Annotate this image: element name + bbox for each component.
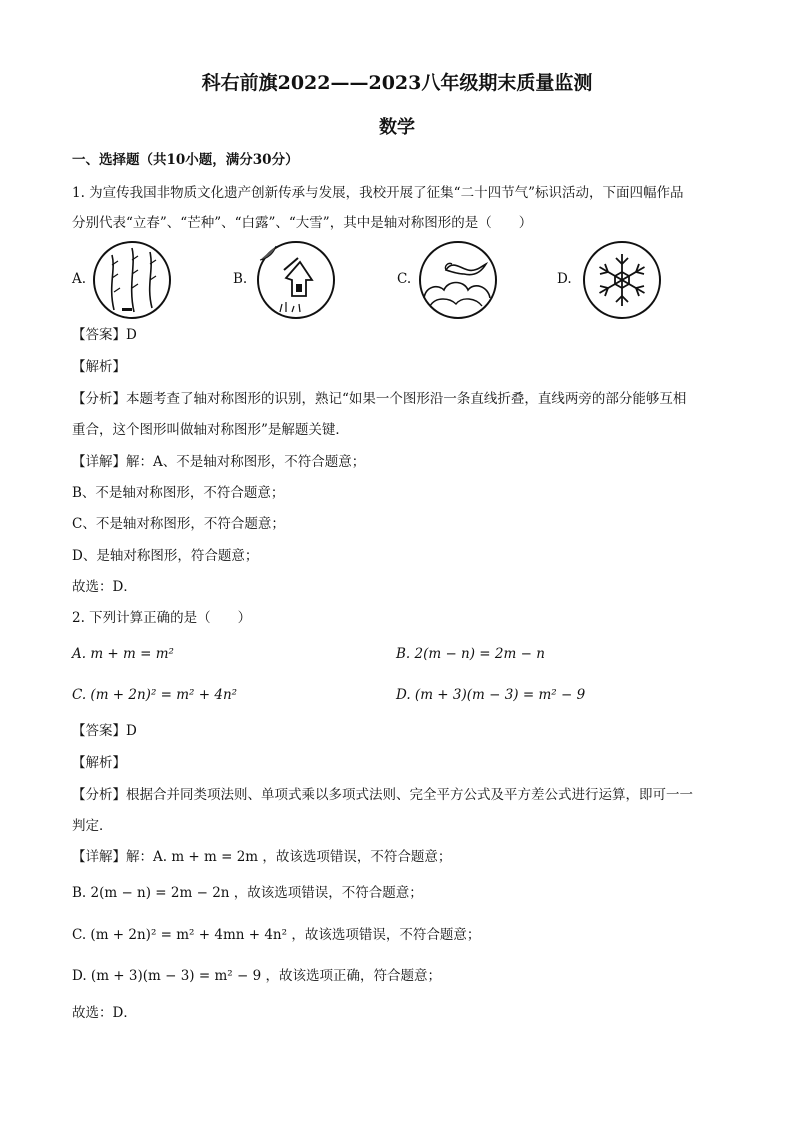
q2-choice: 故选：D． <box>72 1005 137 1021</box>
q1-stem-line1: 1. 为宣传我国非物质文化遗产创新传承与发展，我校开展了征集“二十四节气”标识活动，下面四幅作品 <box>72 185 684 201</box>
q2-option-c: C. (m + 2n)² = m² + 4n² <box>72 687 238 703</box>
q1-detail-line3: C、不是轴对称图形，不符合题意； <box>72 516 285 532</box>
q1-option-b-label: B. <box>233 271 248 287</box>
q1-detail-line2: B、不是轴对称图形，不符合题意； <box>72 485 285 501</box>
q1-choice: 故选：D． <box>72 579 137 595</box>
q2-detail-line2: B. 2(m − n) = 2m − 2n ，故该选项错误，不符合题意； <box>72 885 423 901</box>
spring-grass-icon <box>90 240 174 320</box>
q2-detail-line1: 【详解】解：A. m + m = 2m ，故该选项错误，不符合题意； <box>72 849 452 865</box>
snowflake-icon <box>580 240 664 320</box>
q2-analysis-heading: 【解析】 <box>72 755 126 771</box>
q1-answer: 【答案】D <box>72 327 137 343</box>
q1-analysis-heading: 【解析】 <box>72 359 126 375</box>
q1-option-d-label: D. <box>557 271 572 287</box>
q1-option-a-label: A. <box>72 271 87 287</box>
q2-answer: 【答案】D <box>72 723 137 739</box>
q2-analysis-line1: 【分析】根据合并同类项法则、单项式乘以多项式法则、完全平方公式及平方差公式进行运算，即可一一 <box>72 787 693 803</box>
q1-stem-line2: 分别代表“立春”、“芒种”、“白露”、“大雪”，其中是轴对称图形的是（ ） <box>72 215 533 231</box>
q1-option-c-label: C. <box>397 271 412 287</box>
page-title: 科右前旗2022——2023八年级期末质量监测 <box>201 72 593 94</box>
q2-detail-line3: C. (m + 2n)² = m² + 4mn + 4n² ，故该选项错误，不符合题意； <box>72 927 481 943</box>
q2-stem: 2. 下列计算正确的是（ ） <box>72 610 252 626</box>
swan-clouds-icon <box>416 240 500 320</box>
q2-detail-line4: D. (m + 3)(m − 3) = m² − 9 ，故该选项正确，符合题意； <box>72 968 441 984</box>
q1-analysis-line2: 重合，这个图形叫做轴对称图形”是解题关键． <box>72 422 349 438</box>
q2-option-b: B. 2(m − n) = 2m − n <box>396 646 545 662</box>
bird-house-icon <box>254 240 338 320</box>
q2-analysis-line2: 判定． <box>72 818 113 834</box>
q1-detail-line4: D、是轴对称图形，符合题意； <box>72 548 259 564</box>
q1-detail-line1: 【详解】解：A、不是轴对称图形，不符合题意； <box>72 454 366 470</box>
q1-analysis-line1: 【分析】本题考查了轴对称图形的识别，熟记“如果一个图形沿一条直线折叠，直线两旁的部分能够互相 <box>72 391 687 407</box>
q2-option-a: A. m + m = m² <box>72 646 174 662</box>
section-heading: 一、选择题（共10小题，满分30分） <box>72 152 299 168</box>
subject-title: 数学 <box>379 117 415 138</box>
q2-option-d: D. (m + 3)(m − 3) = m² − 9 <box>396 687 586 703</box>
